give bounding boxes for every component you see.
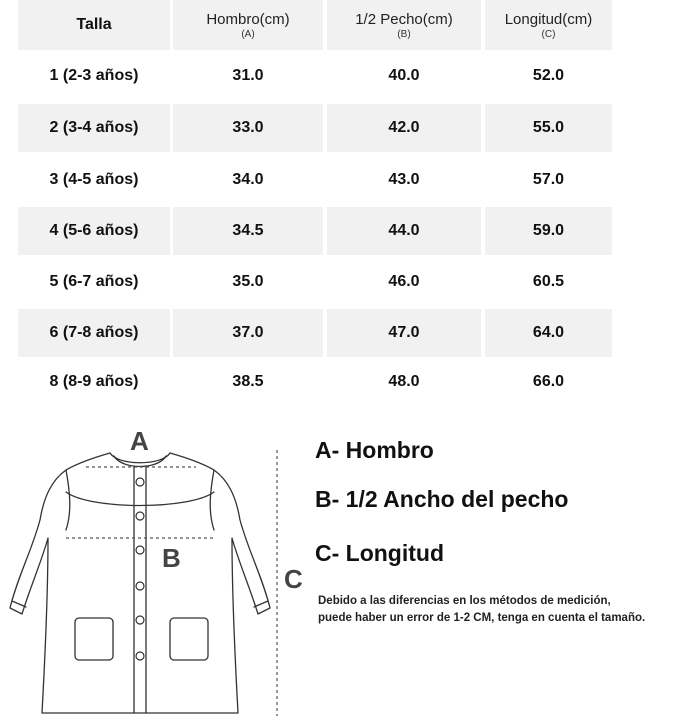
table-row — [18, 156, 612, 204]
length-cell: 55.0 — [485, 104, 612, 152]
size-cell: 3 (4-5 años) — [49, 171, 139, 188]
legend-c: C- Longitud — [315, 540, 445, 566]
button-dot — [136, 652, 144, 660]
chest-cell: 47.0 — [327, 309, 481, 357]
button-dot — [136, 546, 144, 554]
legend-b: B- 1/2 Ancho del pecho — [315, 486, 569, 512]
legend-a: A- Hombro — [315, 437, 434, 463]
header-talla-label: Talla — [76, 16, 112, 33]
table-row — [18, 309, 612, 357]
header-longitud-label: Longitud(cm) — [504, 10, 593, 28]
chest-cell: 43.0 — [388, 171, 420, 188]
chest-cell: 46.0 — [388, 273, 420, 290]
chest-cell: 40.0 — [388, 67, 420, 84]
table-row — [18, 207, 612, 255]
label-b: B — [162, 543, 181, 573]
header-talla — [18, 0, 170, 50]
header-longitud — [485, 0, 612, 50]
measurement-note — [318, 593, 645, 627]
note-line-1: Debido a las diferencias en los métodos de medición, — [318, 595, 611, 607]
length-cell: 57.0 — [532, 171, 565, 188]
size-cell: 1 (2-3 años) — [49, 67, 139, 84]
shoulder-cell: 34.5 — [173, 207, 323, 255]
smock-diagram — [0, 420, 303, 717]
chest-cell: 42.0 — [327, 104, 481, 152]
size-cell: 8 (8-9 años) — [49, 373, 139, 390]
shoulder-cell: 35.0 — [232, 273, 264, 290]
shoulder-cell: 37.0 — [173, 309, 323, 357]
button-dot — [136, 582, 144, 590]
note-line-2: puede haber un error de 1-2 CM, tenga en cuenta el tamaño. — [318, 612, 646, 624]
header-hombro-sub: (A) — [241, 28, 255, 40]
header-longitud-sub: (C) — [541, 28, 556, 40]
table-row — [18, 52, 612, 100]
chest-cell: 48.0 — [388, 373, 420, 390]
button-dot — [136, 478, 144, 486]
shoulder-cell: 34.0 — [232, 171, 264, 188]
size-cell: 6 (7-8 años) — [18, 309, 170, 357]
button-dot — [136, 616, 144, 624]
size-cell: 2 (3-4 años) — [18, 104, 170, 152]
header-pecho-label: 1/2 Pecho(cm) — [355, 10, 453, 28]
button-dot — [136, 512, 144, 520]
table-row — [18, 104, 612, 152]
size-cell: 4 (5-6 años) — [18, 207, 170, 255]
measure-lines — [66, 450, 277, 716]
shoulder-cell: 38.5 — [232, 373, 264, 390]
header-hombro-label: Hombro(cm) — [206, 10, 290, 28]
header-pecho — [327, 0, 481, 50]
shoulder-cell: 31.0 — [232, 67, 264, 84]
length-cell: 66.0 — [532, 373, 565, 390]
size-cell: 5 (6-7 años) — [49, 273, 139, 290]
length-cell: 64.0 — [485, 309, 612, 357]
header-hombro — [173, 0, 323, 50]
header-pecho-sub: (B) — [397, 28, 411, 40]
length-cell: 52.0 — [532, 67, 565, 84]
length-cell: 60.5 — [532, 273, 565, 290]
chest-cell: 44.0 — [327, 207, 481, 255]
table-row — [18, 258, 612, 306]
shoulder-cell: 33.0 — [173, 104, 323, 152]
label-a: A — [130, 426, 149, 456]
label-c: C — [284, 564, 303, 594]
length-cell: 59.0 — [485, 207, 612, 255]
table-row — [18, 358, 612, 406]
